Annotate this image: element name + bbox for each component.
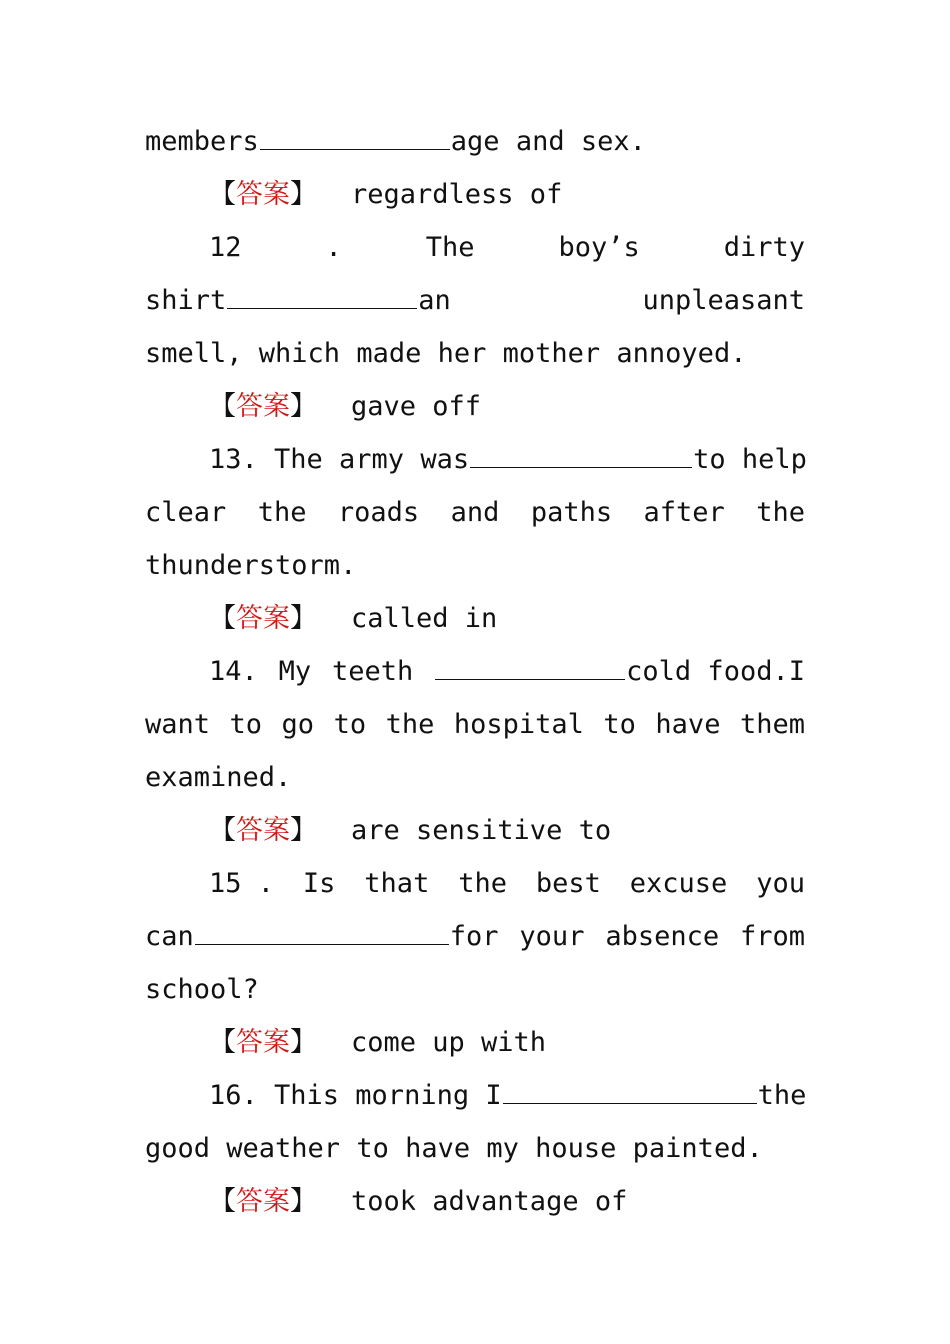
bracket: 】: [290, 1027, 317, 1058]
text: roads: [337, 497, 420, 528]
answer-blank: [260, 123, 450, 150]
q13-line-2: [145, 486, 805, 539]
document-page: [145, 115, 805, 1228]
text: .: [325, 232, 342, 263]
question-number: 15 .: [209, 868, 275, 899]
q16-line-2: [145, 1122, 805, 1175]
text: have: [655, 709, 721, 740]
q15-line-1: [145, 857, 805, 910]
text: the: [257, 497, 307, 528]
bracket: 【: [209, 603, 236, 634]
bracket: 【: [209, 815, 236, 846]
text: after: [643, 497, 725, 528]
text: that: [364, 868, 430, 899]
q16-line-1: [145, 1069, 805, 1122]
text: members: [145, 126, 259, 157]
q14-answer: [145, 804, 805, 857]
text: smell, which made her mother annoyed.: [145, 338, 747, 369]
text: to help: [693, 444, 807, 475]
answer-label: 答案: [236, 815, 290, 846]
text: boy’s: [558, 232, 640, 263]
text: the: [757, 1080, 807, 1111]
text: 16. This morning I: [209, 1080, 502, 1111]
q14-line-3: [145, 751, 805, 804]
text: age and sex.: [450, 126, 646, 157]
text: best: [535, 868, 601, 899]
text: good weather to have my house painted.: [145, 1133, 763, 1164]
answer-blank: [227, 282, 417, 309]
q12-line-1: [145, 221, 805, 274]
answer-blank: [195, 918, 449, 945]
text: paths: [530, 497, 613, 528]
q11-line-1: [145, 115, 805, 168]
text: can: [145, 921, 194, 952]
answer-text: took advantage of: [351, 1186, 628, 1217]
text: Is: [302, 868, 336, 899]
bracket: 】: [290, 815, 317, 846]
q15-line-3: [145, 963, 805, 1016]
q12-line-3: [145, 327, 805, 380]
answer-text: called in: [351, 603, 498, 634]
q13-line-3: [145, 539, 805, 592]
text: an: [418, 285, 451, 316]
text: excuse: [629, 868, 728, 899]
text: the: [385, 709, 435, 740]
q16-answer: [145, 1175, 805, 1228]
bracket: 【: [209, 1186, 236, 1217]
text: to: [333, 709, 367, 740]
answer-blank: [470, 441, 692, 468]
question-number: 14.: [209, 656, 258, 687]
text: hospital: [453, 709, 584, 740]
text: My: [278, 656, 312, 687]
bracket: 【: [209, 391, 236, 422]
q14-line-1: [145, 645, 805, 698]
bracket: 】: [290, 603, 317, 634]
text: you: [756, 868, 805, 899]
bracket: 】: [290, 391, 317, 422]
text: want: [145, 709, 211, 740]
q11-answer: [145, 168, 805, 221]
text: examined.: [145, 762, 292, 793]
text: the: [458, 868, 507, 899]
answer-label: 答案: [236, 1027, 290, 1058]
answer-text: are sensitive to: [351, 815, 612, 846]
text: school?: [145, 974, 259, 1005]
q13-line-1: [145, 433, 805, 486]
text: teeth: [332, 656, 414, 687]
text: them: [739, 709, 805, 740]
answer-text: come up with: [351, 1027, 547, 1058]
bracket: 】: [290, 1186, 317, 1217]
text: go: [281, 709, 315, 740]
text: for: [449, 921, 499, 952]
bracket: 】: [290, 179, 317, 210]
text: cold food.I: [626, 656, 805, 687]
text: the: [756, 497, 805, 528]
answer-text: gave off: [351, 391, 482, 422]
q14-line-2: [145, 698, 805, 751]
text: thunderstorm.: [145, 550, 357, 581]
q15-line-2: [145, 910, 805, 963]
bracket: 【: [209, 179, 236, 210]
answer-label: 答案: [236, 179, 290, 210]
answer-label: 答案: [236, 1186, 290, 1217]
q13-answer: [145, 592, 805, 645]
text: from: [739, 921, 805, 952]
text: absence: [605, 921, 720, 952]
answer-label: 答案: [236, 391, 290, 422]
text: clear: [145, 497, 227, 528]
answer-label: 答案: [236, 603, 290, 634]
text: to: [603, 709, 636, 740]
bracket: 【: [209, 1027, 236, 1058]
q12-line-2: [145, 274, 805, 327]
question-number: 12: [209, 232, 242, 263]
q12-answer: [145, 380, 805, 433]
answer-blank: [435, 653, 625, 680]
text: your: [519, 921, 585, 952]
answer-text: regardless of: [351, 179, 563, 210]
text: dirty: [723, 232, 805, 263]
q15-answer: [145, 1016, 805, 1069]
text: shirt: [145, 285, 227, 316]
text: to: [229, 709, 263, 740]
text: and: [450, 497, 500, 528]
text: 13. The army was: [209, 444, 470, 475]
text: The: [425, 232, 475, 263]
answer-blank: [503, 1077, 757, 1104]
text: unpleasant: [642, 285, 805, 316]
